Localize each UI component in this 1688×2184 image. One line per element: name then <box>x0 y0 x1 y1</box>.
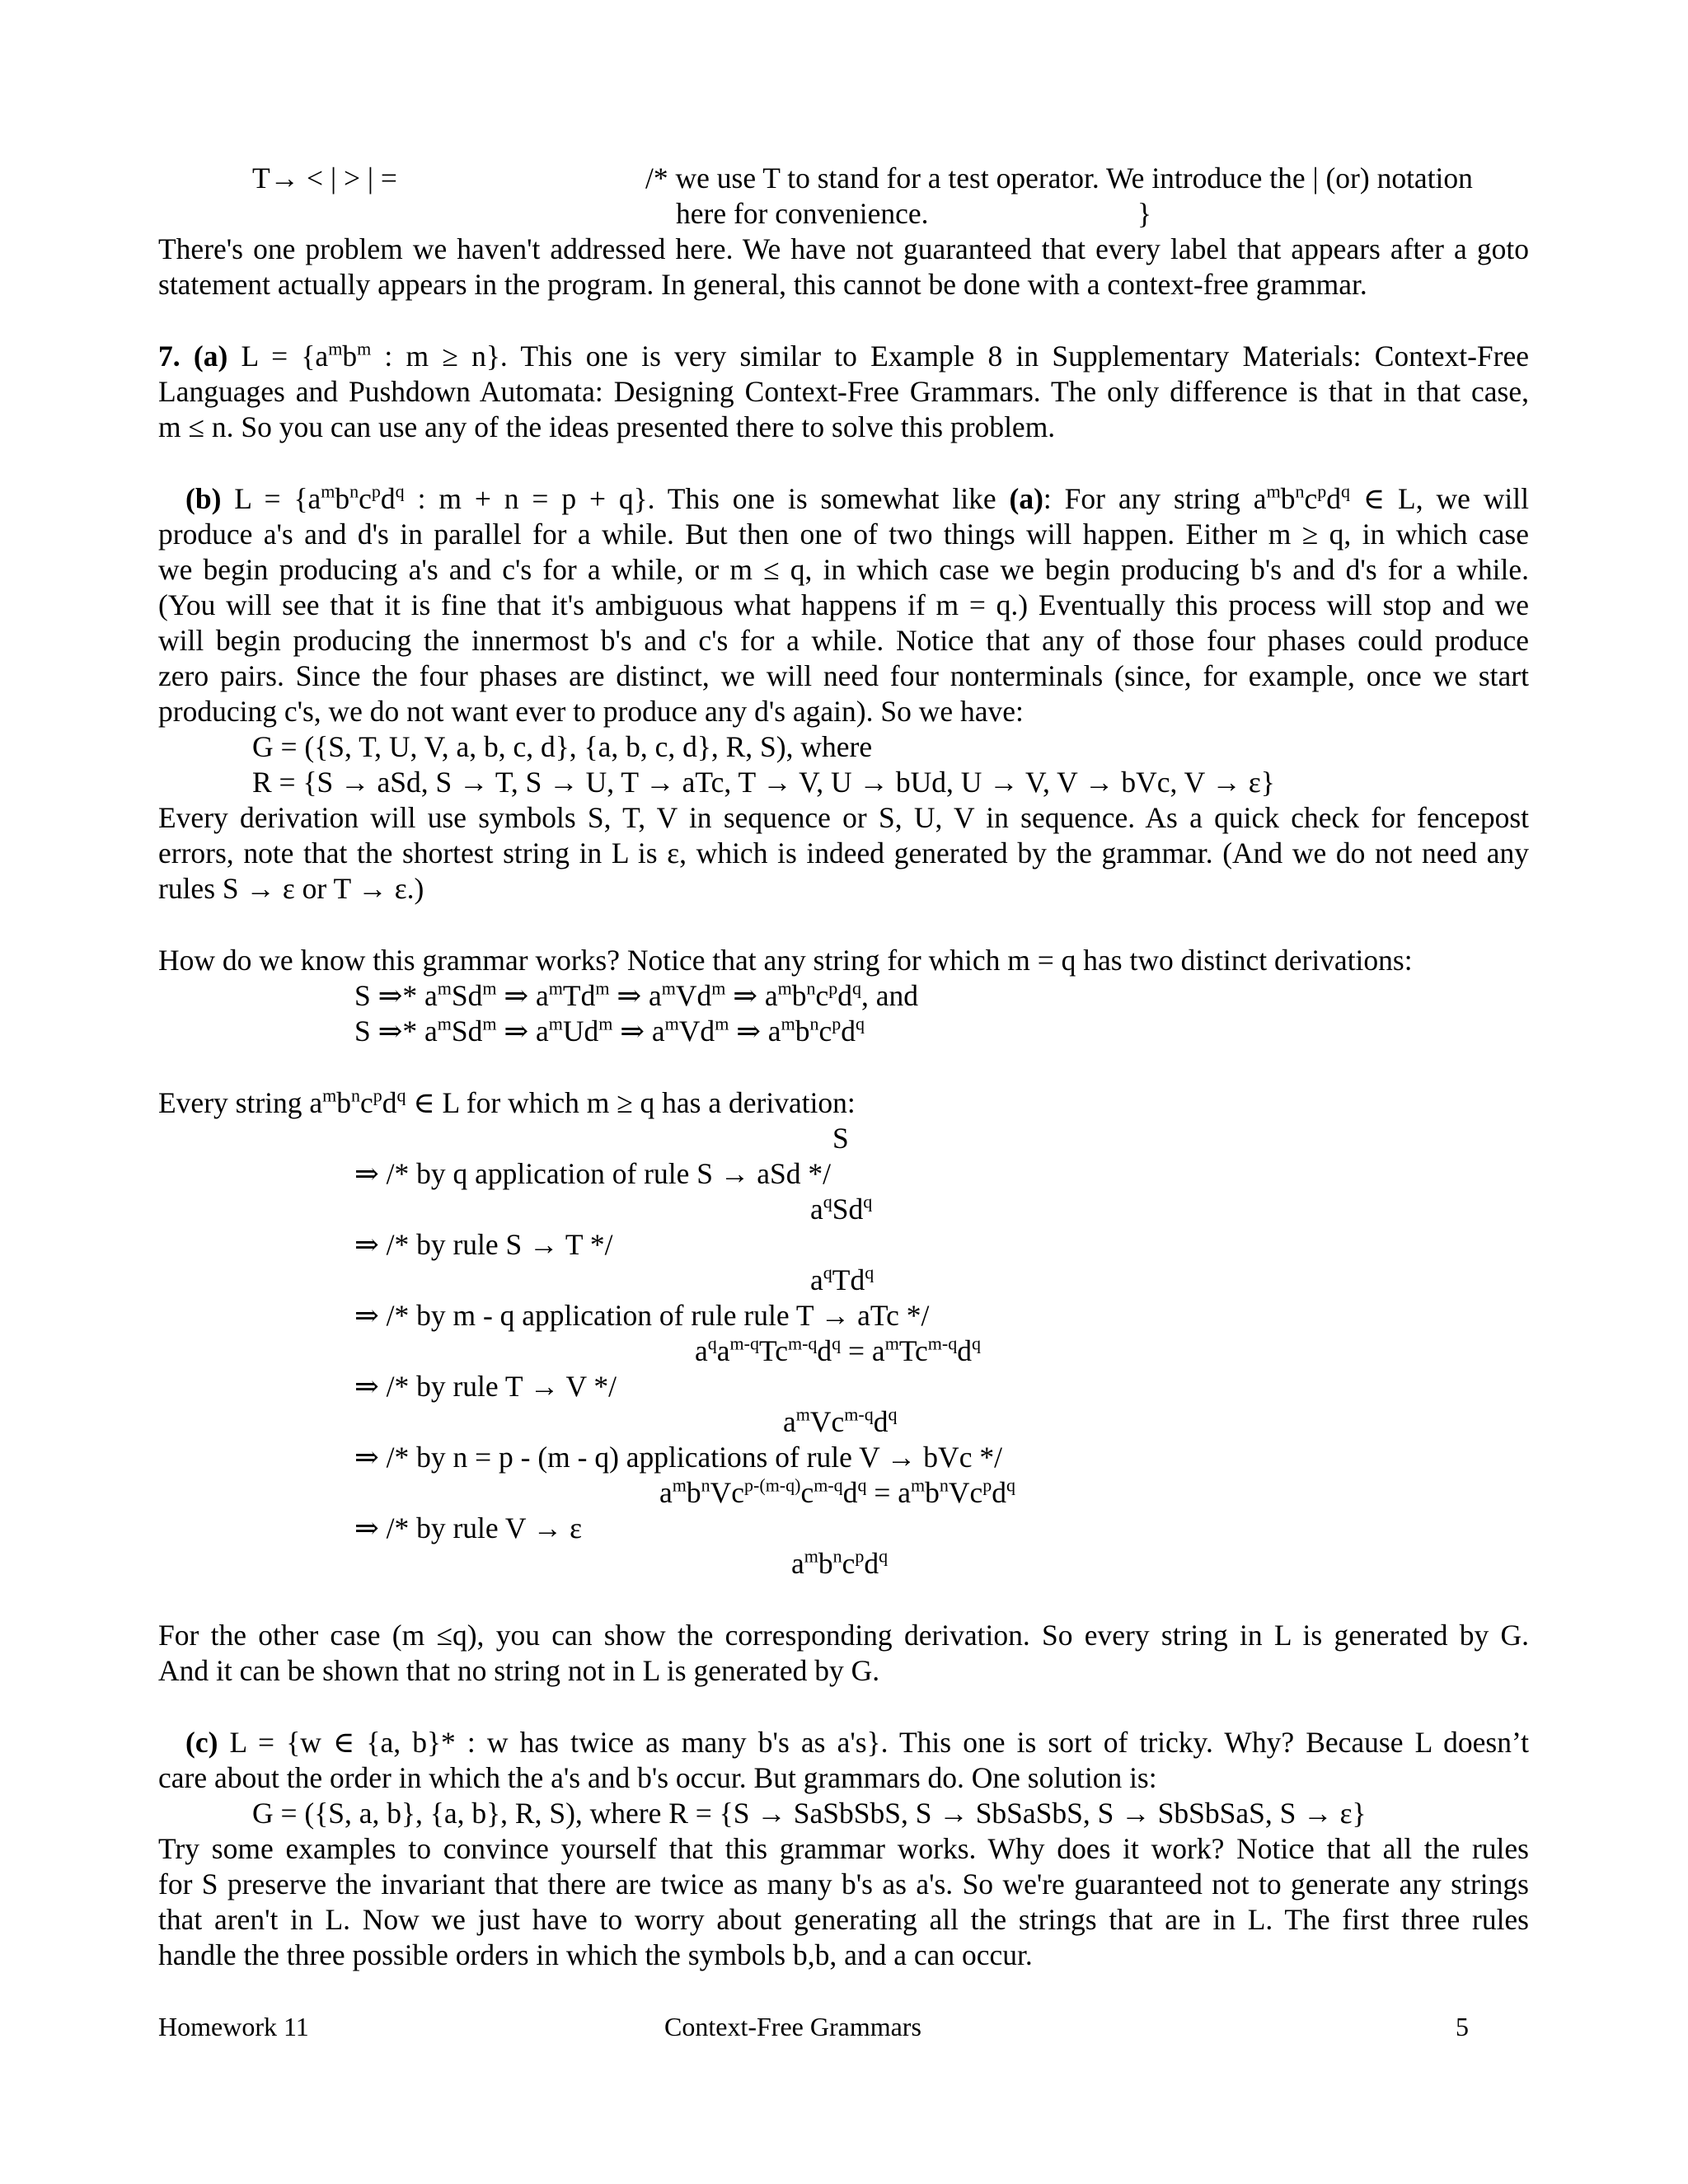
footer-center: Context-Free Grammars <box>664 2012 921 2041</box>
paragraph-line: for S preserve the invariant that there are twice as many b's as a's. So we're guaranteed not to generate any strings <box>158 1868 1529 1900</box>
part-ref-a: (a) <box>1009 482 1043 515</box>
derivation-step: $a^mb^nVc^{p-(m-q)}c^{m-q}d^q = a^mb^nVc^pd^q$ <box>659 1474 1015 1509</box>
derivation-comment: ⇒ /* by rule S → T */ <box>354 1228 613 1261</box>
part-label-a: (a) <box>193 340 228 373</box>
paragraph-line: producing c's, we do not want ever to produce any d's again). So we have: <box>158 695 1024 728</box>
q7b-line-1: (b) $L = \{a^mb^nc^pd^q$ : m + n = p + q}. This one is somewhat like (a): For any string $a^mb^nc^pd^q$ ∈ L, we will <box>185 480 1529 515</box>
derivation-step: $a^mb^nc^pd^q$ <box>791 1545 889 1580</box>
q7a-line-1: 7. (a) $L = \{a^mb^m$ : m ≥ n}. This one is very similar to Example 8 in Supplementary Materials: Context-Free <box>158 338 1530 373</box>
grammar-definition: G = ({S, T, U, V, a, b, c, d}, {a, b, c, d}, R, S), where <box>252 730 873 763</box>
paragraph-line: Every derivation will use symbols S, T, V in sequence or S, U, V in sequence. As a quick check for fencepost <box>158 801 1529 834</box>
derivation-comment: ⇒ /* by q application of rule S → aSd */ <box>354 1157 831 1190</box>
paragraph-line: care about the order in which the a's and b's occur. But grammars do. One solution is: <box>158 1761 1157 1794</box>
derivation-comment: ⇒ /* by rule T → V */ <box>354 1370 617 1403</box>
paragraph-line: How do we know this grammar works? Notice that any string for which m = q has two distinct derivations: <box>158 944 1413 977</box>
derivation-2: S ⇒* $a^mSd^m$ ⇒ $a^mUd^m$ ⇒ $a^mVd^m$ ⇒ $a^mb^nc^pd^q$ <box>354 1013 865 1047</box>
paragraph-line: (You will see that it is fine that it's ambiguous what happens if m = q.) Eventually this process will stop and we <box>158 588 1529 621</box>
t-comment-close: } <box>1137 197 1152 230</box>
paragraph-line: Every string $a^mb^nc^pd^q$ ∈ L for which m ≥ q has a derivation: <box>158 1085 856 1119</box>
paragraph-line: we begin producing a's and c's for a while, or m ≤ q, in which case we begin producing b's and d's for a while. <box>158 553 1529 586</box>
q7c-line-1: (c) L = {w ∈ {a, b}* : w has twice as many b's as a's}. This one is sort of tricky. Why? Because L doesn’t <box>185 1726 1530 1759</box>
paragraph-line: And it can be shown that no string not in L is generated by G. <box>158 1654 880 1687</box>
part-label-b: (b) <box>185 482 222 515</box>
t-comment-line-1: /* we use T to stand for a test operator. We introduce the | (or) notation <box>645 162 1473 194</box>
paragraph-line: rules S → ε or T → ε.) <box>158 872 424 905</box>
paragraph-line: Languages and Pushdown Automata: Designing Context-Free Grammars. The only difference is that in that case, <box>158 375 1529 408</box>
derivation-comment: ⇒ /* by n = p - (m - q) applications of rule V → bVc */ <box>354 1441 1002 1474</box>
paragraph-line: handle the three possible orders in which the symbols b,b, and a can occur. <box>158 1938 1033 1971</box>
paragraph-line: For the other case (m ≤q), you can show the corresponding derivation. So every string in L is generated by G. <box>158 1619 1529 1652</box>
part-label-c: (c) <box>185 1726 218 1759</box>
derivation-step: $a^mVc^{m-q}d^q$ <box>783 1404 898 1438</box>
paragraph-line: zero pairs. Since the four phases are distinct, we will need four nonterminals (since, for example, once we start <box>158 659 1529 692</box>
grammar-definition: G = ({S, a, b}, {a, b}, R, S), where R = {S → SaSbSbS, S → SbSaSbS, S → SbSbSaS, S → ε} <box>252 1797 1367 1830</box>
question-number: 7. <box>158 340 181 373</box>
t-rule: T→ < | > | = <box>252 162 397 194</box>
footer-page-number: 5 <box>1456 2012 1469 2041</box>
paragraph-line: m ≤ n. So you can use any of the ideas presented there to solve this problem. <box>158 410 1056 443</box>
derivation-step: S <box>832 1122 849 1155</box>
derivation-step: $a^qTd^q$ <box>810 1262 874 1296</box>
derivation-comment: ⇒ /* by rule V → ε <box>354 1511 583 1544</box>
derivation-step: $a^qSd^q$ <box>810 1191 873 1226</box>
derivation-1: S ⇒* $a^mSd^m$ ⇒ $a^mTd^m$ ⇒ $a^mVd^m$ ⇒ $a^mb^nc^pd^q$, and <box>354 977 919 1012</box>
t-comment-line-2: here for convenience. <box>676 197 929 230</box>
paragraph-line: will begin producing the innermost b's and c's for a while. Notice that any of those four phases could produce <box>158 624 1529 657</box>
footer-left: Homework 11 <box>158 2012 309 2041</box>
derivation-comment: ⇒ /* by m - q application of rule rule T → aTc */ <box>354 1299 930 1332</box>
derivation-step: $a^qa^{m-q}Tc^{m-q}d^q = a^mTc^{m-q}d^q$ <box>695 1333 981 1367</box>
paragraph-line: that aren't in L. Now we just have to worry about generating all the strings that are in L. The first three rules <box>158 1903 1529 1936</box>
paragraph-line: Try some examples to convince yourself that this grammar works. Why does it work? Notice that all the rules <box>158 1832 1529 1865</box>
paragraph-line: There's one problem we haven't addressed here. We have not guaranteed that every label that appears after a goto <box>158 232 1529 265</box>
paragraph-line: produce a's and d's in parallel for a while. But then one of two things will happen. Either m ≥ q, in which case <box>158 518 1529 551</box>
paragraph-line: errors, note that the shortest string in L is ε, which is indeed generated by the grammar. (And we do not need any <box>158 837 1529 869</box>
paragraph-line: statement actually appears in the program. In general, this cannot be done with a context-free grammar. <box>158 268 1367 301</box>
rules-definition: R = {S → aSd, S → T, S → U, T → aTc, T → V, U → bUd, U → V, V → bVc, V → ε} <box>252 766 1275 799</box>
